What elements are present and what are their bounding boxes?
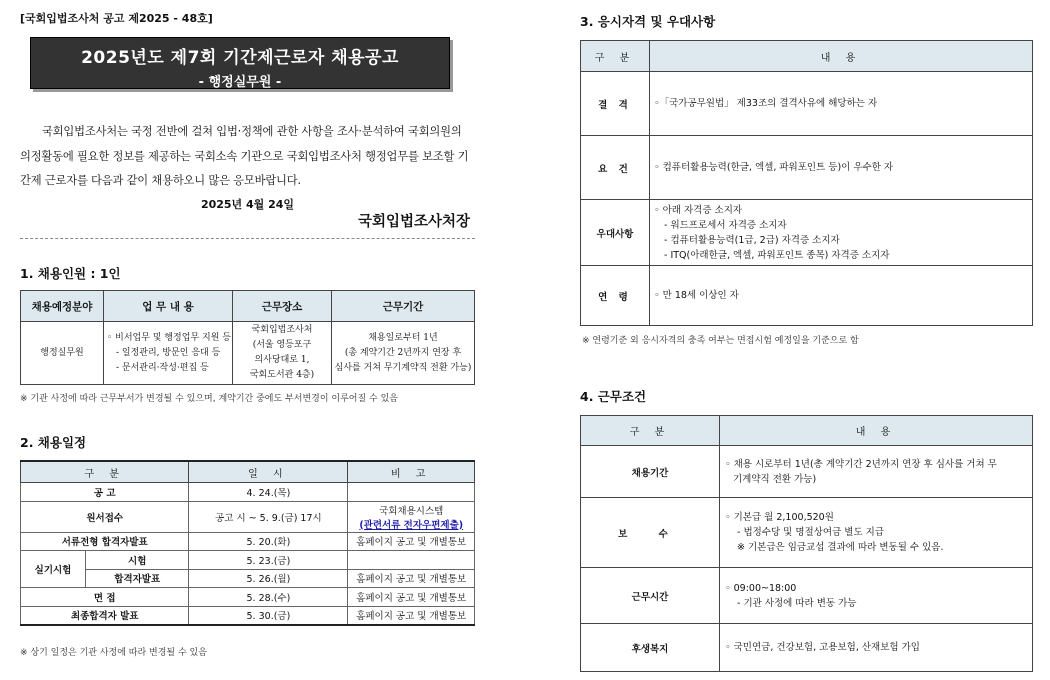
section3-title: 3. 응시자격 및 우대사항 (580, 14, 716, 29)
col-category: 구 분 (581, 41, 650, 72)
section2-note: ※ 상기 일정은 기관 사정에 따라 변경될 수 있음 (20, 648, 207, 658)
work-conditions-table (580, 415, 1033, 672)
section2-title: 2. 채용일정 (20, 435, 87, 450)
col-field: 채용예정분야 (21, 291, 104, 322)
table-row: 후생복지 ◦ 국민연금, 건강보험, 고용보험, 산재보험 가입 (581, 624, 1033, 672)
title-banner (30, 37, 450, 89)
notice-date: 2025년 4월 24일 (200, 198, 295, 211)
qualification-table (580, 40, 1033, 326)
table-row: 최종합격자 발표 5. 30.(금) 홈페이지 공고 및 개별통보 (21, 606, 475, 625)
col-period: 근무기간 (332, 291, 475, 322)
section4-title: 4. 근무조건 (580, 389, 647, 404)
col-datetime: 일 시 (189, 461, 348, 483)
table-row: 면 접 5. 28.(수) 홈페이지 공고 및 개별통보 (21, 588, 475, 607)
col-category: 구 분 (21, 461, 189, 483)
table-row: 요 건 ◦ 컴퓨터활용능력(한글, 엑셀, 파워포인트 등)이 우수한 자 (581, 136, 1033, 200)
email-submission-link[interactable]: (관련서류 전자우편제출) (359, 519, 464, 531)
table-row: 실기시험 시험 5. 23.(금) (21, 551, 475, 570)
schedule-table (20, 460, 475, 626)
section3-note: ※ 연령기준 외 응시자격의 충족 여부는 면접시험 예정일을 기준으로 함 (582, 336, 859, 346)
table-row: 근무시간 ◦ 09:00~18:00 - 기관 사정에 따라 변동 가능 (581, 568, 1033, 624)
section1-note: ※ 기관 사정에 따라 근무부서가 변경될 수 있으며, 계약기간 중에도 부서변경이 이루어질 수 있음 (20, 394, 398, 404)
dashed-divider (20, 238, 475, 239)
table-row: 서류전형 합격자발표 5. 20.(화) 홈페이지 공고 및 개별통보 (21, 532, 475, 551)
col-category: 구 분 (581, 416, 720, 446)
col-place: 근무장소 (233, 291, 332, 322)
table-row: 연 령 ◦ 만 18세 이상인 자 (581, 266, 1033, 326)
period-cell: 채용일로부터 1년 (총 계약기간 2년까지 연장 후 심사를 거쳐 무기계약직 전환 가능) (332, 322, 475, 385)
table-row: 우대사항 ◦ 아래 자격증 소지자 - 워드프로세서 자격증 소지자 - 컴퓨터활용능력(1급, 2급) 자격증 소지자 - ITQ(아래한글, 엑셀, 파워포인트 종목) 자격증 소지자 (581, 200, 1033, 266)
page-title: 2025년도 제7회 기간제근로자 채용공고 (81, 48, 399, 68)
page-subtitle: - 행정실무원 - (198, 75, 282, 90)
duties-cell: ◦ 비서업무 및 행정업무 지원 등 - 일정관리, 방문인 응대 등 - 문서관리·작성·편집 등 (104, 322, 233, 385)
place-cell: 국회입법조사처 (서울 영등포구 의사당대로 1, 국회도서관 4층) (233, 322, 332, 385)
employment-table (20, 290, 475, 385)
intro-paragraph: 국회입법조사처는 국정 전반에 걸쳐 입법·정책에 관한 사항을 조사·분석하여 국회의원의 의정활동에 필요한 정보를 제공하는 국회소속 기관으로 국회입법조사처 행정업무를 보조할 기간제 근로자를 다음과 같이 채용하오니 많은 응모바랍니다. (20, 125, 469, 187)
col-content: 내 용 (650, 41, 1033, 72)
notice-number: [국회입법조사처 공고 제2025 - 48호] (20, 12, 213, 25)
table-row: 합격자발표 5. 26.(월) 홈페이지 공고 및 개별통보 (21, 569, 475, 588)
table-row: 채용기간 ◦ 채용 시로부터 1년(총 계약기간 2년까지 연장 후 심사를 거쳐 무 기계약직 전환 가능) (581, 446, 1033, 498)
section1-title: 1. 채용인원 : 1인 (20, 266, 121, 281)
col-duties: 업 무 내 용 (104, 291, 233, 322)
table-row: 공 고 4. 24.(목) (21, 483, 475, 502)
table-row: 결 격 ◦「국가공무원법」 제33조의 결격사유에 해당하는 자 (581, 72, 1033, 136)
table-row: 원서접수 공고 시 ~ 5. 9.(금) 17시 국회채용시스템 (관련서류 전자우편제출) (21, 501, 475, 532)
col-remarks: 비 고 (348, 461, 475, 483)
col-content: 내 용 (720, 416, 1033, 446)
table-row: 보 수 ◦ 기본급 월 2,100,520원 - 법정수당 및 명절상여금 별도 지급 ※ 기본급은 임금교섭 결과에 따라 변동될 수 있음. (581, 498, 1033, 568)
agency-name: 국회입법조사처장 (357, 214, 470, 230)
field-cell: 행정실무원 (21, 322, 104, 385)
